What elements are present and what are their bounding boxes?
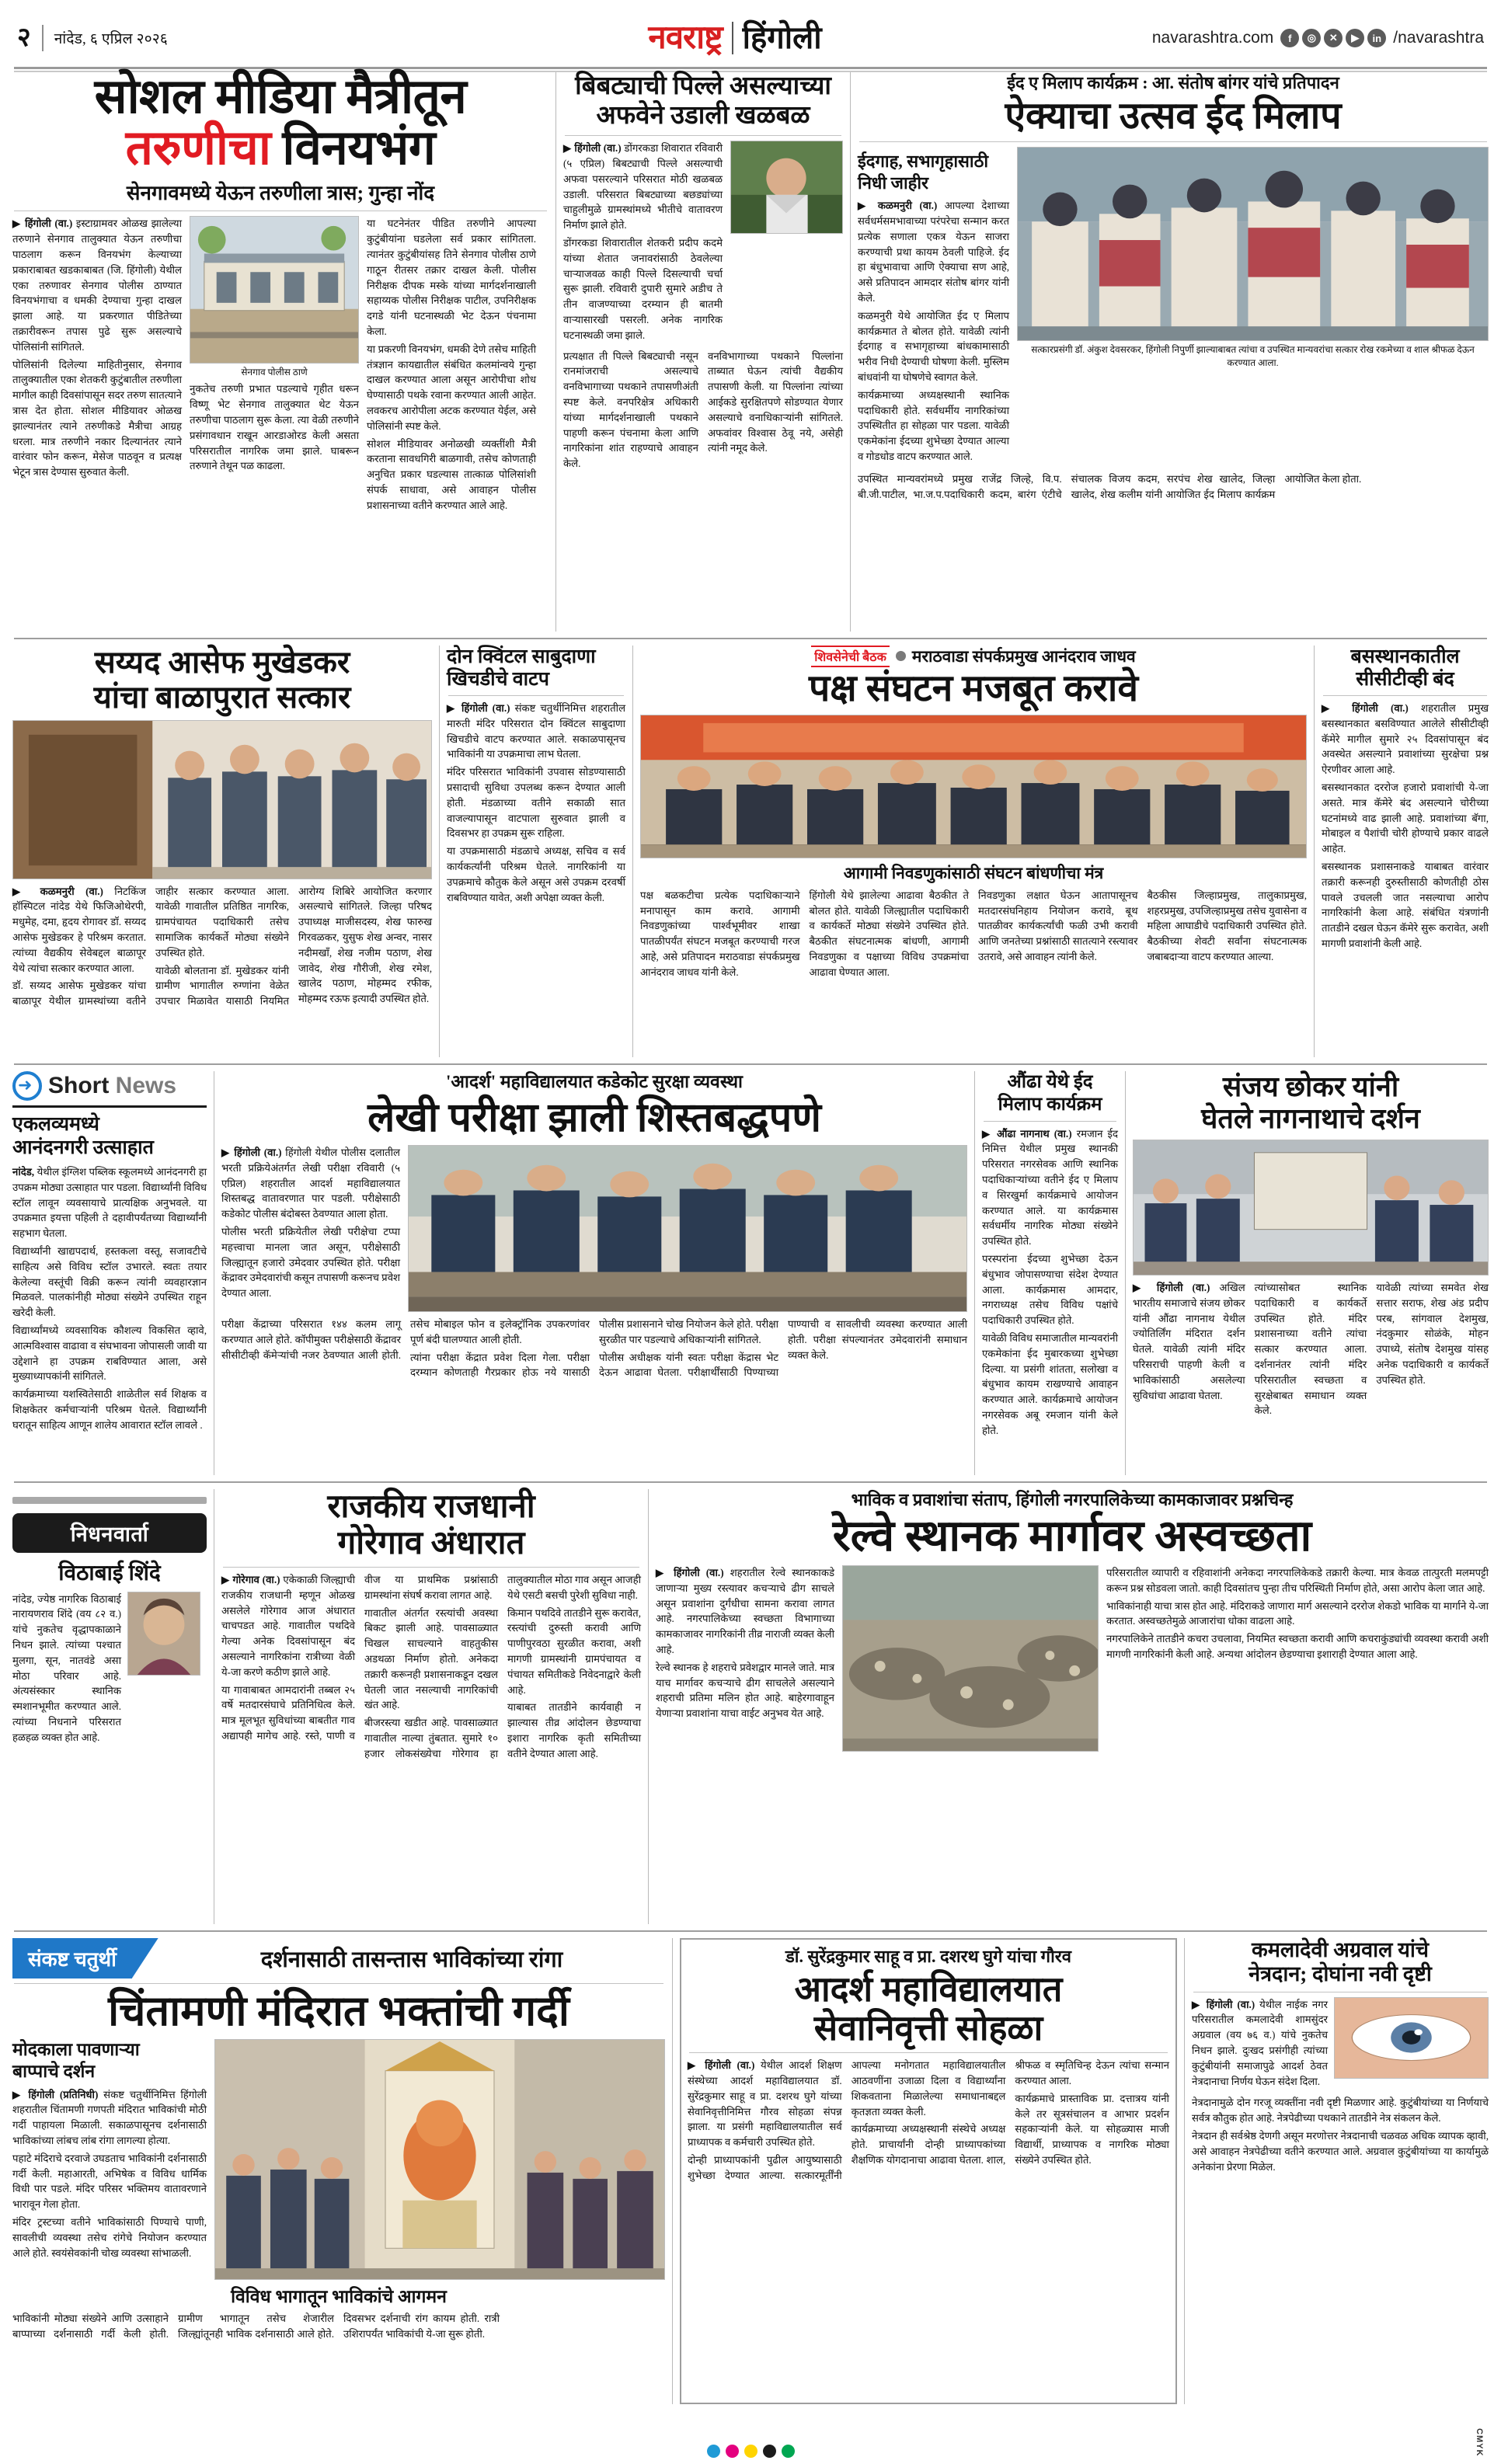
eid-kicker: ईद ए मिलाप कार्यक्रम : आ. संतोष बांगर यांचे प्रतिपादन [1007, 73, 1339, 92]
column-divider-1 [555, 72, 556, 632]
railway-dateline: हिंगोली (वा.) [674, 1567, 724, 1579]
shortnews-dateline: नांदेड, [12, 1166, 35, 1178]
page-number: २ [17, 23, 31, 52]
lead-headline-rest: विनयभंग [282, 121, 436, 175]
shortnews-body-4: कार्यक्रमाच्या यशस्वितेसाठी शाळेतील सर्व शिक्षक व शिक्षकेतर कर्मचाऱ्यांनी परिश्रम घेतले. विद्यार्थ्यांनी घरातून साहित्य आणून शालेय आवारात स्टॉल लावले . [12, 1388, 207, 1431]
netradan-col-2 [1334, 1997, 1489, 2092]
reg-dot-black [763, 2445, 776, 2458]
short-news-arrow-icon [12, 1071, 42, 1101]
leopard-col-2 [730, 141, 843, 345]
article-goregaon: राजकीय राजधानी गोरेगाव अंधारात ▶ गोरेगाव (वा.) एकेकाळी जिल्ह्याची राजकीय राजधानी म्हणून ओळख असलेले गोरेगाव आज अंधारात चाचपडत आहे. गावातील पथदिवे गेल्या अनेक दिवसांपासून बंद असल्याने नागरिकांना रात्रीच्या वेळी ये-जा करणे कठीण झाले आहे. या गावाबाबत आमदारांनी तब्बल २५ वर्षे मतदारसंघाचे प्रतिनिधित्व केले. मात्र मूलभूत सुविधांच्या बाबतीत गाव अद्यापही मागेच आहे. रस्ते, पाणी व वीज या प्राथमिक प्रश्नांसाठी ग्रामस्थांना संघर्ष करावा लागत आहे. गावातील अंतर्गत रस्त्यांची अवस्था बिकट झाली आहे. पावसाळ्यात चिखल साचल्याने वाहतुकीस अडथळा निर्माण होतो. अनेकदा तक्रारी करूनही प्रशासनाकडून दखल घेतली जात नसल्याची नागरिकांची खंत आहे. बीजरस्त्या खडीत आहे. पावसाळ्यात गावातील नाल्या तुंबतात. सुमारे १० हजार लोकसंख्येचा गोरेगाव हा तालुक्यातील मोठा गाव असून आजही येथे एसटी बसची पुरेशी सुविधा नाही. किमान पथदिवे तातडीने सुरू करावेत, रस्त्यांची दुरुस्ती करावी आणि पाणीपुरवठा सुरळीत करावा, अशी मागणी ग्रामस्थांनी ग्रामपंचायत व पंचायत समितीकडे निवेदनाद्वारे केली आहे. याबाबत तातडीने कार्यवाही न झाल्यास तीव्र आंदोलन छेडण्याचा इशारा नागरिक कृती समितीच्या वतीने देण्यात आला आहे. [221, 1489, 641, 1924]
lead-photo-caption: सेनगाव पोलीस ठाणे [241, 367, 308, 378]
leopard-body-4: वनविभागाच्या पथकाने पिल्लांना ताब्यात घेऊन त्यांची वैद्यकीय तपासणी केली. या पिल्लांना त्यांच्या आईकडे सुरक्षितपणे सोडण्यात येणार असल्याचे वनाधिकाऱ्यांनी सांगितले. अफवांवर विश्वास ठेवू नये, असेही त्यांनी नमूद केले. [708, 350, 843, 454]
column-divider-5 [1314, 646, 1315, 1057]
lead-subhead: सेनगावमध्ये येऊन तरुणीला त्रास; गुन्हा नोंद [126, 182, 435, 205]
nidhanvarta-text: नांदेड, ज्येष्ठ नागरिक विठाबाई नारायणराव शिंदे (वय ८२ व.) यांचे नुकतेच वृद्धापकाळाने निधन झाले. त्यांच्या पश्चात मुलगा, सून, नातवंडे असा मोठा परिवार आहे. अंत्यसंस्कार स्थानिक स्मशानभूमीत करण्यात आले. त्यांच्या निधनाने परिसरात हळहळ व्यक्त होत आहे. [12, 1592, 121, 1743]
shortnews-body-3: विद्यार्थ्यांमध्ये व्यवसायिक कौशल्य विकसित व्हावे, आत्मविश्वास वाढावा व संघभावना जोपासली जावी या उद्देशाने हा उपक्रम राबविण्यात आला, असे मुख्याध्यापकांनी सांगितले. [12, 1324, 207, 1383]
sanjay-body-1: अखिल भारतीय समाजाचे संजय छोकर यांनी औंढा नागनाथ येथील ज्योतिर्लिंग मंदिरात दर्शन घेतले. यावेळी त्यांनी मंदिर परिसराची पाहणी केली व भाविकांसाठी असलेल्या सुविधांचा आढावा घेतला. [1133, 1282, 1245, 1401]
lead-headline-line2 [12, 121, 549, 175]
leopard-col-1: ▶ हिंगोली (वा.) डोंगरकडा शिवारात रविवारी (५ एप्रिल) बिबट्याची पिल्ले असल्याची अफवा पसरल्याने परिसरात मोठी खळबळ उडाली. परिसरात बिबट्याच्या बछड्यांच्या चाहुलीमुळे ग्रामस्थांमध्ये भीतीचे वातावरण निर्माण झाले होते. डोंगरकडा शिवारातील शेतकरी प्रदीप कदमे यांच्या शेतात जनावरांसाठी ठेवलेल्या चाऱ्याजवळ काही पिल्ले दिसल्याची चर्चा सुरू झाली. रविवारी दुपारी सुमारे अडीच ते तीन वाजण्याच्या दरम्यान ही बातमी वाऱ्यासारखी पसरली. अनेक नागरिक घटनास्थळी जमा झाले. [563, 141, 723, 345]
lead-photo [190, 216, 359, 364]
short-news-badge [12, 1071, 207, 1104]
article-leopard [563, 72, 843, 632]
masthead-divider [42, 25, 44, 51]
cctv-headline-line1: बसस्थानकातील [1350, 646, 1460, 667]
sabudana-body-1: संकष्ट चतुर्थीनिमित्त शहरातील मारुती मंदिर परिसरात दोन क्विंटल साबुदाणा खिचडीचे वाटप करण्यात आले. सकाळपासूनच भाविकांनी या उपक्रमाचा लाभ घेतला. [447, 702, 626, 760]
exam-body-5: पोलीस अधीक्षक यांनी स्वतः परीक्षा केंद्रास भेट देऊन आढावा घेतला. परीक्षार्थींसाठी पिण्याच्या पाण्याची व सावलीची व्यवस्था करण्यात आली होती. परीक्षा संपल्यानंतर उमेदवारांनी समाधान व्यक्त केले. [599, 1317, 967, 1379]
goregaon-rule [223, 1567, 639, 1568]
shivsena-body-2: हिंगोली येथे झालेल्या आढावा बैठकीत ते बोलत होते. यावेळी जिल्ह्यातील पदाधिकारी व कार्यकर्ते मोठ्या संख्येने उपस्थित होते. बैठकीत संघटनात्मक बांधणी, आगामी निवडणुका व पक्षाच्या विविध उपक्रमांचा आढावा घेण्यात आला. [809, 889, 969, 978]
sabudana-headline-line2: खिचडीचे वाटप [447, 669, 549, 690]
chintamani-col-1: मोदकाला पावणाऱ्या बाप्पाचे दर्शन ▶ हिंगोली (प्रतिनिधी) संकष्ट चतुर्थीनिमित्त हिंगोली शहरातील चिंतामणी गणपती मंदिरात भाविकांची मोठी गर्दी पाहायला मिळाली. सकाळपासूनच दर्शनासाठी भाविकांच्या लांबच लांब रांगा लागल्या होत्या. पहाटे मंदिराचे दरवाजे उघडताच भाविकांनी दर्शनासाठी गर्दी केली. महाआरती, अभिषेक व विविध धार्मिक विधी पार पडले. मंदिर परिसर भक्तिमय वातावरणाने भारावून गेला होता. मंदिर ट्रस्टच्या वतीने भाविकांसाठी पिण्याचे पाणी, सावलीची व्यवस्था तसेच रांगेचे नियोजन करण्यात आले होते. स्वयंसेवकांनी चोख व्यवस्था सांभाळली. [12, 2039, 207, 2280]
column-divider-2 [850, 72, 851, 632]
leopard-body-1: डोंगरकडा शिवारात रविवारी (५ एप्रिल) बिबट्याची पिल्ले असल्याची अफवा पसरल्याने परिसरात मोठी खळबळ उडाली. परिसरात बिबट्याच्या बछड्यांच्या चाहुलीमुळे ग्रामस्थांमध्ये भीतीचे वातावरण निर्माण झाले होते. [563, 142, 723, 231]
railway-body-2: रेल्वे स्थानक हे शहराचे प्रवेशद्वार मानले जाते. मात्र याच मार्गावर कचऱ्याचे ढीग साचलेले असल्याने शहराची प्रतिमा मलिन होत आहे. बाहेरगावाहून येणाऱ्या प्रवाशांना याचा वाईट अनुभव येत आहे. [656, 1661, 834, 1720]
sabudana-dateline: हिंगोली (वा.) [461, 702, 510, 714]
social-handle: /navarashtra [1393, 29, 1484, 47]
goregaon-body-4: बीजरस्त्या खडीत आहे. पावसाळ्यात गावातील नाल्या तुंबतात. सुमारे १० हजार लोकसंख्येचा गोरेगाव हा तालुक्यातील मोठा गाव असून आजही येथे एसटी बसची पुरेशी सुविधा नाही. [364, 1574, 641, 1759]
saiyed-photo [12, 720, 432, 879]
short-news-label-b: News [115, 1073, 177, 1098]
adarsh-headline-line2: सेवानिवृत्ती सोहळा [813, 2008, 1043, 2048]
adarsh-rule [689, 2052, 1168, 2053]
shortnews-body-2: विद्यार्थ्यांनी खाद्यपदार्थ, हस्तकला वस्तू, सजावटीचे साहित्य असे विविध स्टॉल उभारले. स्वतः तयार केलेल्या वस्तूंची विक्री करून त्यांनी व्यवहारज्ञान मिळवले. पालकांनीही मोठ्या संख्येने उपस्थित राहून खरेदी केली. [12, 1244, 207, 1319]
masthead-left [17, 25, 351, 51]
article-sabudana [447, 646, 625, 1057]
ondha-body: ▶ औंढा नागनाथ (वा.) रमजान ईद निमित्त येथील प्रमुख स्थानकी परिसरात नगरसेवक आणि स्थानिक पदाधिकाऱ्यांच्या वतीने ईद ए मिलाप व सिरखुर्मा कार्यक्रमाचे आयोजन करण्यात आले. या कार्यक्रमास सर्वधर्मीय नागरिक मोठ्या संख्येने उपस्थित होते. परस्परांना ईदच्या शुभेच्छा देऊन बंधुभाव जोपासण्याचा संदेश देण्यात आला. कार्यक्रमास आमदार, नगराध्यक्ष तसेच विविध पक्षांचे पदाधिकारी उपस्थित होते. यावेळी विविध समाजातील मान्यवरांनी एकमेकांना ईद मुबारकच्या शुभेच्छा दिल्या. या प्रसंगी शांतता, सलोखा व बंधुभाव कायम राखण्याचे आवाहन करण्यात आले. कार्यक्रमाचे आयोजन नगरसेवक अबू रमजान यांनी केले होते. [982, 1126, 1118, 1439]
website-url[interactable]: navarashtra.com [1151, 29, 1274, 47]
eid-dateline: कळमनुरी (वा.) [877, 200, 938, 212]
saiyed-body-1: निटकिंज हॉस्पिटल नांदेड येथे फिजिओथेरपी, मधुमेह, दमा, हृदय रोगावर डॉ. सय्यद आसेफ मुखेडकर हे परिश्रम करतात. त्यांच्या वैद्यकीय सेवेबद्दल बाळापूर येथे त्यांचा सत्कार करण्यात आला. [12, 885, 146, 974]
nidhanvarta-column [12, 1489, 207, 1924]
reg-dot-cyan [707, 2445, 720, 2458]
sabudana-headline-line1: दोन क्विंटल साबुदाणा [447, 646, 596, 667]
lead-col-1: ▶ हिंगोली (वा.) इस्टाग्रामवर ओळख झालेल्या तरुणाने सेनगाव तालुक्यात येऊन तरुणीचा पाठलाग करून विनयभंग केल्याच्या प्रकाराबाबत खडकाबाबत (जि. हिंगोली) येथील एका तरुणावर सेनगाव पोलीस ठाण्यात विनयभंगाचा व धमकी देण्याचा गुन्हा दाखल झाला आहे. या प्रकरणात पीडितेच्या तक्रारीवरून तपास पुढे सुरू असल्याचे पोलिसांनी सांगितले. पोलिसांनी दिलेल्या माहितीनुसार, सेनगाव तालुक्यातील एका शेतकरी कुटुंबातील तरुणीला मागील काही दिवसांपासून सदर तरुण सातत्याने त्रास देत होता. सोशल मीडियावर ओळख झाल्यानंतर त्याने तरुणीकडे मैत्रीचा आग्रह धरला. मात्र तरुणीने नकार दिल्यानंतर त्याने वारंवार फोन करून, मेसेज पाठवून व प्रत्यक्ष भेटून त्रास देण्यास सुरुवात केली. [12, 216, 182, 515]
railway-col-3 [1106, 1565, 1489, 1752]
sabudana-body-2: मंदिर परिसरात भाविकांनी उपवास सोडण्यासाठी प्रसादाची सुविधा उपलब्ध करून देण्यात आली होती. मंडळाच्या वतीने सकाळी सात वाजल्यापासून वाटपाला सुरुवात झाली व दिवसभर हा उपक्रम सुरू राहिला. [447, 766, 625, 840]
article-sanjay: संजय छोकर यांनी घेतले नागनाथाचे दर्शन ▶ हिंगोली (वा.) अखिल भारतीय समाजाचे संजय छोकर यांनी औंढा नागनाथ येथील ज्योतिर्लिंग मंदिरात दर्शन घेतले. यावेळी त्यांनी मंदिर परिसराची पाहणी केली व भाविकांसाठी असलेल्या सुविधांचा आढावा घेतला. त्यांच्यासोबत स्थानिक पदाधिकारी व कार्यकर्ते उपस्थित होते. मंदिर प्रशासनाच्या वतीने त्यांचा सत्कार करण्यात आला. दर्शनानंतर त्यांनी मंदिर परिसरातील स्वच्छता व सुरक्षेबाबत समाधान व्यक्त केले. यावेळी त्यांच्या समवेत शेख सत्तार सराफ, शेख अंड प्रदीप परब, सांगवाल देशमुख, नंदकुमार सोळंके, मोहन उपाध्ये, संतोष देशमुख यांसह अनेक पदाधिकारी व कार्यकर्ते उपस्थित होते. [1133, 1071, 1489, 1475]
sanjay-body-2: त्यांच्यासोबत स्थानिक पदाधिकारी व कार्यकर्ते उपस्थित होते. मंदिर प्रशासनाच्या वतीने त्यांचा सत्कार करण्यात आला. दर्शनानंतर त्यांनी मंदिर परिसरातील स्वच्छता व सुरक्षेबाबत समाधान व्यक्त केले. [1254, 1282, 1367, 1417]
shortnews-headline-line2: आनंदनगरी उत्साहात [12, 1137, 154, 1158]
nidhanvarta-photo [127, 1592, 200, 1676]
reg-dot-yellow [744, 2445, 757, 2458]
exam-headline: लेखी परीक्षा झाली शिस्तबद्धपणे [367, 1095, 821, 1140]
shivsena-subhead: आगामी निवडणुकांसाठी संघटन बांधणीचा मंत्र [843, 863, 1104, 882]
ondha-headline-line1: औंढा येथे ईद [1007, 1072, 1093, 1092]
chintamani-body-3: मंदिर ट्रस्टच्या वतीने भाविकांसाठी पिण्याचे पाणी, सावलीची व्यवस्था तसेच रांगेचे नियोजन करण्यात आले होते. स्वयंसेवकांनी चोख व्यवस्था सांभाळली. [12, 2215, 207, 2259]
nidhanvarta-photo-wrap [127, 1592, 200, 1745]
sanjay-headline-line2: घेतले नागनाथाचे दर्शन [1201, 1103, 1420, 1135]
leopard-photo [730, 141, 843, 234]
brand-logo: नवराष्ट्र [648, 20, 723, 56]
adarsh-body-1: येथील आदर्श शिक्षण संस्थेच्या आदर्श महाविद्यालयात डॉ. सुरेंद्रकुमार साहू व प्रा. दशरथ घुगे यांच्या सेवानिवृत्तीनिमित्त गौरव सोहळा संपन्न झाला. या प्रसंगी महाविद्यालयातील सर्व प्राध्यापक व कर्मचारी उपस्थित होते. [688, 2059, 842, 2149]
sabudana-body: ▶ हिंगोली (वा.) संकष्ट चतुर्थीनिमित्त शहरातील मारुती मंदिर परिसरात दोन क्विंटल साबुदाणा खिचडीचे वाटप करण्यात आले. सकाळपासूनच भाविकांनी या उपक्रमाचा लाभ घेतला. मंदिर परिसरात भाविकांनी उपवास सोडण्यासाठी प्रसादाची सुविधा उपलब्ध करून देण्यात आली होती. मंडळाच्या वतीने सकाळी सात वाजल्यापासून वाटपाला सुरुवात झाली व दिवसभर हा उपक्रम सुरू राहिला. या उपक्रमासाठी मंडळाचे अध्यक्ष, सचिव व सर्व कार्यकर्त्यांनी परिश्रम घेतले. नागरिकांनी या उपक्रमाचे कौतुक केले असून असे उपक्रम दरवर्षी राबविण्यात यावेत, अशी अपेक्षा व्यक्त केली. [447, 701, 625, 905]
instagram-icon[interactable]: ◎ [1302, 29, 1321, 47]
cmyk-label: CMYK [1475, 2427, 1484, 2456]
bullet-dot-icon [896, 651, 906, 661]
netradan-headline-line2: नेत्रदान; दोघांना नवी दृष्टी [1249, 1962, 1432, 1986]
nidhanvarta-name: विठाबाई शिंदे [58, 1561, 161, 1585]
short-news-rule [12, 1105, 207, 1108]
article-eid [858, 72, 1489, 632]
leopard-rule [565, 135, 841, 136]
chintamani-subcap-body: भाविकांनी मोठ्या संख्येने आणि उत्साहाने बाप्पाच्या दर्शनासाठी गर्दी केली होती. ग्रामीण भागातून तसेच शेजारील जिल्ह्यांतूनही भाविक दर्शनासाठी आले होते. दिवसभर दर्शनाची रांग कायम होती. रात्री उशिरापर्यंत भाविकांची ये-जा सुरू होती. [12, 2312, 500, 2340]
ondha-dateline: औंढा नागनाथ (वा.) [997, 1127, 1072, 1140]
masthead [12, 14, 1489, 62]
goregaon-headline-line1: राजकीय राजधानी [327, 1489, 535, 1525]
lead-dateline: हिंगोली (वा.) [25, 218, 73, 230]
chintamani-rule [14, 1983, 663, 1984]
reg-dot-green [782, 2445, 795, 2458]
dateline-header: नांदेड, ६ एप्रिल २०२६ [54, 31, 168, 47]
masthead-right [1119, 29, 1484, 47]
netradan-headline-line1: कमलादेवी अग्रवाल यांचे [1252, 1938, 1429, 1961]
cctv-dateline: हिंगोली (वा.) [1352, 702, 1409, 714]
railway-body-1: शहरातील रेल्वे स्थानकाकडे जाणाऱ्या मुख्य रस्त्यावर कचऱ्याचे ढीग साचले असून प्रवाशांना दुर्गंधीचा सामना करावा लागत आहे. नगरपालिकेच्या स्वच्छता विभागाच्या कामकाजावर नागरिकांनी तीव्र नाराजी व्यक्त केली आहे. [656, 1567, 834, 1656]
shivsena-body-1: पक्ष बळकटीचा प्रत्येक पदाधिकाऱ्याने मनापासून काम करावे. आगामी निवडणुकांच्या पार्श्वभूमीवर शाखा पातळीपर्यंत संघटन मजबूत करण्याची गरज आहे, असे प्रतिपादन मराठवाडा संपर्कप्रमुख आनंदराव जाधव यांनी केले. [640, 889, 800, 978]
ondha-body-1: रमजान ईद निमित्त येथील प्रमुख स्थानकी परिसरात नगरसेवक आणि स्थानिक पदाधिकाऱ्यांच्या वतीने ईद ए मिलाप व सिरखुर्मा कार्यक्रमाचे आयोजन करण्यात आले. या कार्यक्रमास सर्वधर्मीय नागरिक मोठ्या संख्येने उपस्थित होते. [982, 1127, 1119, 1248]
lead-headline-line1: सोशल मीडिया मैत्रीतून [94, 71, 467, 124]
goregaon-body-1: एकेकाळी जिल्ह्याची राजकीय राजधानी म्हणून ओळख असलेले गोरेगाव आज अंधारात चाचपडत आहे. गावातील पथदिवे गेल्या अनेक दिवसांपासून बंद असल्याने नागरिकांना रात्रीच्या वेळी ये-जा करणे कठीण झाले आहे. [221, 1574, 356, 1678]
lead-headline-highlight: तरुणीचा [125, 121, 271, 175]
adarsh-headline-line1: आदर्श महाविद्यालयात [794, 1969, 1063, 2009]
shivsena-tag: शिवसेनेची बैठक [811, 646, 890, 667]
chintamani-col-2 [214, 2039, 665, 2280]
railway-kicker: भाविक व प्रवाशांचा संताप, हिंगोली नगरपालिकेच्या कामकाजावर प्रश्नचिन्ह [851, 1490, 1294, 1509]
eid-photo [1017, 147, 1489, 341]
lead-col-3 [367, 216, 536, 515]
eid-names: उपस्थित मान्यवरांमध्ये प्रमुख राजेंद्र जिल्हे, वि.प. बी.जी.पाटील, भा.ज.प.पदाधिकारी कदम, बारंग एंटीचे संचालक विजय कदम, सरपंच शेख खालेद, जिल्हा खालेद, शेख कलीम यांनी आयोजित ईद मिलाप कार्यक्रम आयोजित केला होता. [858, 472, 1362, 500]
masthead-logo-separator [732, 22, 733, 54]
railway-body-4: भाविकांनाही याचा त्रास होत आहे. मंदिराकडे जाणारा मार्ग असल्याने दररोज शेकडो भाविक या मार्गाने ये-जा करतात. अस्वच्छतेमुळे आजारांचा धोका वाढला आहे. [1106, 1599, 1489, 1627]
shortnews-body [12, 1164, 207, 1433]
x-twitter-icon[interactable]: ✕ [1324, 29, 1343, 47]
sanjay-headline-line1: संजय छोकर यांनी [1222, 1071, 1399, 1102]
article-shivsena [640, 646, 1307, 1057]
eid-col-1: ईदगाह, सभागृहासाठी निधी जाहीर ▶ कळमनुरी (वा.) आपल्या देशाच्या सर्वधर्मसमभावाच्या परंपरेचा सन्मान करत प्रत्येक सणाला एकत्र येऊन साजरा करण्याची प्रथा कायम ठेवली पाहिजे. ईद हा बंधुभावाचा आणि ऐक्याचा सण आहे, असे प्रतिपादन आमदार संतोष बांगर यांनी केले. कळमनुरी येथे आयोजित ईद ए मिलाप कार्यक्रमात ते बोलत होते. यावेळी त्यांनी ईदगाह व सभागृहाच्या बांधकामासाठी भरीव निधी देण्याची घोषणा केली. मुस्लिम बांधवांनी या घोषणेचे स्वागत केले. कार्यक्रमाच्या अध्यक्षस्थानी स्थानिक पदाधिकारी होते. सर्वधर्मीय नागरिकांच्या उपस्थितीत हा सोहळा पार पडला. यावेळी एकमेकांना ईदच्या शुभेच्छा देण्यात आल्या व गोडधोड वाटप करण्यात आले. [858, 147, 1009, 467]
netradan-dateline: हिंगोली (वा.) [1206, 1998, 1255, 2010]
chintamani-body-2: पहाटे मंदिराचे दरवाजे उघडताच भाविकांनी दर्शनासाठी गर्दी केली. महाआरती, अभिषेक व विविध धार्मिक विधी पार पडले. मंदिर परिसर भक्तिमय वातावरणाने भारावून गेला होता. [12, 2152, 207, 2211]
adarsh-body-4: कार्यक्रमाचे प्रास्ताविक प्रा. दत्तात्रय यांनी केले तर सूत्रसंचालन व आभार प्रदर्शन सहकाऱ्यांनी केले. या सोहळ्यास माजी विद्यार्थी, प्राध्यापक व नागरिक मोठ्या संख्येने उपस्थित होते. [1015, 2092, 1169, 2166]
netradan-col-1: ▶ हिंगोली (वा.) येथील नाईक नगर परिसरातील कमलादेवी शामसुंदर अग्रवाल (वय ७६ व.) यांचे नुकतेच निधन झाले. दुःखद प्रसंगीही त्यांच्या कुटुंबीयांनी समाजापुढे आदर्श ठेवत नेत्रदानाचा निर्णय घेऊन संदेश दिला. [1192, 1998, 1328, 2087]
eid-body-2: कळमनुरी येथे आयोजित ईद ए मिलाप कार्यक्रमात ते बोलत होते. यावेळी त्यांनी ईदगाह व सभागृहाच्या बांधकामासाठी भरीव निधी देण्याची घोषणा केली. मुस्लिम बांधवांनी या घोषणेचे स्वागत केले. [858, 309, 1009, 384]
lead-body-5: या प्रकरणी विनयभंग, धमकी देणे तसेच माहिती तंत्रज्ञान कायद्यातील संबंधित कलमांन्वये गुन्हा दाखल करण्यात आला असून आरोपीचा शोध घेण्यासाठी पथके रवाना करण्यात आली आहेत. लवकरच आरोपीला अटक करण्यात येईल, असे पोलिसांनी स्पष्ट केले. [367, 343, 536, 432]
eid-headline: ऐक्याचा उत्सव ईद मिलाप [1005, 95, 1342, 137]
cctv-body-1: शहरातील प्रमुख बसस्थानकात बसविण्यात आलेले सीसीटीव्ही कॅमेरे मागील सुमारे २५ दिवसांपासून बंद अवस्थेत असल्याने प्रवाशांच्या सुरक्षेचा प्रश्न ऐरणीवर आला आहे. [1322, 702, 1489, 776]
leopard-headline-line1: बिबट्याची पिल्ले असल्याच्या [575, 72, 831, 100]
goregaon-section [12, 1489, 1489, 1924]
section-rule-4 [14, 1930, 1487, 1932]
exam-col-1: ▶ हिंगोली (वा.) हिंगोली येथील पोलीस दलातील भरती प्रक्रियेअंतर्गत लेखी परीक्षा रविवारी (५ एप्रिल) शहरातील आदर्श महाविद्यालयात शिस्तबद्ध वातावरणात पार पडली. परीक्षेसाठी कडेकोट पोलीस बंदोबस्त ठेवण्यात आला होता. पोलीस भरती प्रक्रियेतील लेखी परीक्षेचा टप्पा महत्त्वाचा मानला जात असून, परीक्षेसाठी जिल्ह्यातून हजारो उमेदवार उपस्थित होते. परीक्षा केंद्रावर उमेदवारांची कसून तपासणी करूनच प्रवेश देण्यात आला. [221, 1145, 400, 1312]
shivsena-photo [640, 715, 1307, 858]
nidhanvarta-badge: निधनवार्ता [12, 1513, 207, 1553]
railway-col-photo [842, 1565, 1099, 1752]
cctv-headline-line2: सीसीटीव्ही बंद [1356, 669, 1454, 690]
column-divider-7 [974, 1071, 975, 1475]
ondha-rule [984, 1121, 1116, 1122]
eid-photo-caption: सत्कारप्रसंगी डॉ. अंकुश देवसरकर, हिंगोली निपुर्णी झाल्याबाबत त्यांचा व उपस्थित मान्यवरांचा सत्कार रोख रकमेच्या व शाल श्रीफळ देऊन करण्यात आला. [1031, 344, 1475, 369]
column-divider-3 [439, 646, 440, 1057]
short-news-column [12, 1071, 207, 1475]
chintamani-subcap-title: विविध भागातून भाविकांचे आगमन [231, 2287, 447, 2307]
article-railway [656, 1489, 1489, 1924]
adarsh-body-2: दोन्ही प्राध्यापकांनी पुढील आयुष्यासाठी शुभेच्छा देण्यात आल्या. सत्कारमूर्तींनी आपल्या मनोगतात महाविद्यालयातील आठवणींना उजाळा दिला व विद्यार्थ्यांना शिकवताना मिळालेल्या समाधानाबद्दल कृतज्ञता व्यक्त केली. [688, 2059, 1006, 2181]
chintamani-subcaption-block [12, 2286, 665, 2341]
cctv-body: ▶ हिंगोली (वा.) शहरातील प्रमुख बसस्थानकात बसविण्यात आलेले सीसीटीव्ही कॅमेरे मागील सुमारे २५ दिवसांपासून बंद अवस्थेत असल्याने प्रवाशांच्या सुरक्षेचा प्रश्न ऐरणीवर आला आहे. बसस्थानकात दररोज हजारो प्रवाशांची ये-जा असते. मात्र कॅमेरे बंद असल्याने चोरीच्या घटनांमध्ये वाढ झाली आहे. प्रवाशांच्या बॅगा, मोबाइल व पैशांची चोरी होण्याचे प्रकार वाढले आहेत. बसस्थानक प्रशासनाकडे याबाबत वारंवार तक्रारी करूनही दुरुस्तीसाठी कोणतीही ठोस पावले उचलली जात नसल्याचा आरोप नागरिकांनी केला आहे. संबंधित यंत्रणांनी तातडीने दखल घेऊन कॅमेरे सुरू करावेत, अशी मागणी प्रवाशांनी केली आहे. [1322, 701, 1489, 952]
lead-body-6: सोशल मीडियावर अनोळखी व्यक्तींशी मैत्री करताना सावधगिरी बाळगावी, तसेच कोणताही अनुचित प्रकार घडल्यास तात्काळ पोलिसांशी संपर्क साधावा, असे आवाहन पोलीस प्रशासनाच्या वतीने करण्यात आले आहे. [367, 437, 536, 511]
nidhanvarta-separator-bar [12, 1497, 207, 1504]
column-divider-12 [1184, 1938, 1185, 2404]
exam-body-1: हिंगोली येथील पोलीस दलातील भरती प्रक्रियेअंतर्गत लेखी परीक्षा रविवारी (५ एप्रिल) शहरातील आदर्श महाविद्यालयात शिस्तबद्ध वातावरणात पार पडली. परीक्षेसाठी कडेकोट पोलीस बंदोबस्त ठेवण्यात आला होता. [221, 1146, 400, 1220]
sanjay-photo [1133, 1140, 1489, 1276]
saiyed-headline-line1: सय्यद आसेफ मुखेडकर [94, 645, 350, 680]
goregaon-body-3: गावातील अंतर्गत रस्त्यांची अवस्था बिकट झाली आहे. पावसाळ्यात चिखल साचल्याने वाहतुकीस अडथळा निर्माण होतो. अनेकदा तक्रारी करूनही प्रशासनाकडून दखल घेतली जात नसल्याची नागरिकांची खंत आहे. [364, 1606, 498, 1711]
sabudana-body-3: या उपक्रमासाठी मंडळाचे अध्यक्ष, सचिव व सर्व कार्यकर्त्यांनी परिश्रम घेतले. नागरिकांनी या उपक्रमाचे कौतुक केले असून असे उपक्रम दरवर्षी राबविण्यात यावेत, अशी अपेक्षा व्यक्त केली. [447, 845, 625, 903]
ondha-body-3: यावेळी विविध समाजातील मान्यवरांनी एकमेकांना ईद मुबारकच्या शुभेच्छा दिल्या. या प्रसंगी शांतता, सलोखा व बंधुभाव कायम राखण्याचे आवाहन करण्यात आले. कार्यक्रमाचे आयोजन नगरसेवक अबू रमजान यांनी केले होते. [982, 1331, 1118, 1436]
section-rule-3 [14, 1481, 1487, 1483]
leopard-dateline: हिंगोली (वा.) [574, 142, 622, 155]
top-section [12, 72, 1489, 632]
leopard-headline-line2: अफवेने उडाली खळबळ [596, 101, 810, 130]
chintamani-body-1: संकष्ट चतुर्थीनिमित्त हिंगोली शहरातील चिंतामणी गणपती मंदिरात भाविकांची मोठी गर्दी पाहायला मिळाली. सकाळपासूनच दर्शनासाठी भाविकांच्या लांबच लांब रांगा लागल्या होत्या. [12, 2088, 207, 2146]
eid-rule [859, 141, 1487, 142]
article-adarsh: डॉ. सुरेंद्रकुमार साहू व प्रा. दशरथ घुगे यांचा गौरव आदर्श महाविद्यालयात सेवानिवृत्ती सोहळा ▶ हिंगोली (वा.) येथील आदर्श शिक्षण संस्थेच्या आदर्श महाविद्यालयात डॉ. सुरेंद्रकुमार साहू व प्रा. दशरथ घुगे यांच्या सेवानिवृत्तीनिमित्त गौरव सोहळा संपन्न झाला. या प्रसंगी महाविद्यालयातील सर्व प्राध्यापक व कर्मचारी उपस्थित होते. दोन्ही प्राध्यापकांनी पुढील आयुष्यासाठी शुभेच्छा देण्यात आल्या. सत्कारमूर्तींनी आपल्या मनोगतात महाविद्यालयातील आठवणींना उजाळा दिला व विद्यार्थ्यांना शिकवताना मिळालेल्या समाधानाबद्दल कृतज्ञता व्यक्त केली. कार्यक्रमाच्या अध्यक्षस्थानी संस्थेचे अध्यक्ष होते. प्राचार्यांनी दोन्ही प्राध्यापकांच्या शैक्षणिक योगदानाचा आढावा घेतला. शाल, श्रीफळ व स्मृतिचिन्ह देऊन त्यांचा सन्मान करण्यात आला. कार्यक्रमाचे प्रास्ताविक प्रा. दत्तात्रय यांनी केले तर सूत्रसंचालन व आभार प्रदर्शन सहकाऱ्यांनी केले. या सोहळ्यास माजी विद्यार्थी, प्राध्यापक व नागरिक मोठ्या संख्येने उपस्थित होते. [680, 1938, 1177, 2404]
netradan-eye-photo [1334, 1997, 1489, 2079]
adarsh-body-3: कार्यक्रमाच्या अध्यक्षस्थानी संस्थेचे अध्यक्ष होते. प्राचार्यांनी दोन्ही प्राध्यापकांच्या शैक्षणिक योगदानाचा आढावा घेतला. शाल, श्रीफळ व स्मृतिचिन्ह देऊन त्यांचा सन्मान करण्यात आला. [851, 2059, 1169, 2166]
eid-body-3: कार्यक्रमाच्या अध्यक्षस्थानी स्थानिक पदाधिकारी होते. सर्वधर्मीय नागरिकांच्या उपस्थितीत हा सोहळा पार पडला. यावेळी एकमेकांना ईदच्या शुभेच्छा देण्यात आल्या व गोडधोड वाटप करण्यात आले. [858, 388, 1009, 463]
sanjay-dateline: हिंगोली (वा.) [1156, 1282, 1210, 1294]
leopard-body-3: प्रत्यक्षात ती पिल्ले बिबट्याची नसून रानमांजराची असल्याचे वनविभागाच्या पथकाने तपासणीअंती स्पष्ट केले. वनपरिक्षेत्र अधिकारी यांच्या मार्गदर्शनाखाली पथकाने पाहणी करून पंचनामा केला आणि नागरिकांना शांत राहण्याचे आवाहन केले. [563, 350, 698, 470]
sanjay-body-3: यावेळी त्यांच्या समवेत शेख सत्तार सराफ, शेख अंड प्रदीप परब, सांगवाल देशमुख, नंदकुमार सोळंके, मोहन उपाध्ये, संतोष देशमुख यांसह अनेक पदाधिकारी व कार्यकर्ते उपस्थित होते. [1376, 1282, 1489, 1386]
column-divider-11 [672, 1938, 673, 2404]
adarsh-dateline: हिंगोली (वा.) [705, 2059, 755, 2072]
footer-registration-marks [0, 2445, 1501, 2458]
exam-body-2: पोलीस भरती प्रक्रियेतील लेखी परीक्षेचा टप्पा महत्त्वाचा मानला जात असून, परीक्षेसाठी जिल्ह्यातून हजारो उमेदवार उपस्थित होते. परीक्षा केंद्रावर उमेदवारांची कसून तपासणी करूनच प्रवेश देण्यात आला. [221, 1225, 400, 1300]
exam-col-photo [408, 1145, 967, 1312]
netradan-body-3: नेत्रदान ही सर्वश्रेष्ठ देणगी असून मरणोत्तर नेत्रदानाची चळवळ अधिक व्यापक व्हावी, असे आवाहन नेत्रपेढीच्या वतीने करण्यात आले. अग्रवाल कुटुंबीयांच्या या कार्यामुळे अनेकांना प्रेरणा मिळेल. [1192, 2130, 1489, 2173]
reg-dot-magenta [726, 2445, 739, 2458]
shivsena-body-3: निवडणुका लक्षात घेऊन आतापासूनच मतदारसंघनिहाय नियोजन करावे, बूथ पातळीवर कार्यकर्त्यांची फळी उभी करावी आणि जनतेच्या प्रश्नांसाठी सातत्याने रस्त्यावर उतरावे, असे आवाहन त्यांनी केले. [978, 889, 1138, 962]
railway-body-3: परिसरातील व्यापारी व रहिवाशांनी अनेकदा नगरपालिकेकडे तक्रारी केल्या. मात्र केवळ तात्पुरती मलमपट्टी करून प्रश्न सोडवला जातो. काही दिवसांतच पुन्हा तीच परिस्थिती निर्माण होते, असा आरोप केला जात आहे. [1106, 1567, 1489, 1594]
color-registration-dots [707, 2445, 795, 2458]
ondha-headline-line2: मिलाप कार्यक्रम [998, 1094, 1102, 1115]
article-exam [221, 1071, 967, 1475]
adarsh-kicker: डॉ. सुरेंद्रकुमार साहू व प्रा. दशरथ घुगे यांचा गौरव [785, 1947, 1071, 1966]
section-rule-1 [14, 638, 1487, 639]
chintamani-subhead-2: बाप्पाचे दर्शन [12, 2061, 96, 2081]
exam-body-3: परीक्षा केंद्राच्या परिसरात १४४ कलम लागू करण्यात आले होते. कॉपीमुक्त परीक्षेसाठी केंद्रावर सीसीटीव्ही कॅमेऱ्यांची नजर ठेवण्यात आली होती. तसेच मोबाइल फोन व इलेक्ट्रॉनिक उपकरणांवर पूर्ण बंदी घालण्यात आली होती. [221, 1317, 590, 1361]
leopard-body-2: डोंगरकडा शिवारातील शेतकरी प्रदीप कदमे यांच्या शेतात जनावरांसाठी ठेवलेल्या चाऱ्याजवळ काही पिल्ले दिसल्याची चर्चा सुरू झाली. रविवारी दुपारी सुमारे अडीच ते तीन वाजण्याच्या दरम्यान ही बातमी वाऱ्यासारखी पसरली. अनेक नागरिक घटनास्थळी जमा झाले. [563, 237, 723, 341]
eid-body-1: आपल्या देशाच्या सर्वधर्मसमभावाच्या परंपरेचा सन्मान करत प्रत्येक सणाला एकत्र येऊन साजरा करण्याची प्रथा कायम ठेवली पाहिजे. ईद हा बंधुभावाचा आणि ऐक्याचा सण आहे, असे प्रतिपादन आमदार संतोष बांगर यांनी केले. [858, 200, 1009, 305]
lead-body-4: या घटनेनंतर पीडित तरुणीने आपल्या कुटुंबीयांना घडलेला सर्व प्रकार सांगितला. त्यानंतर कुटुंबीयांसह तिने सेनगाव पोलीस ठाणे गाठून रीतसर तक्रार दाखल केली. पोलीस निरीक्षक दीपक मस्के यांच्या मार्गदर्शनाखाली सहाय्यक पोलीस निरीक्षक पाटील, उपनिरीक्षक दगडे यांनी घटनास्थळी भेट देऊन पंचनामा केला. [367, 218, 536, 338]
shivsena-headline: पक्ष संघटन मजबूत करावे [808, 668, 1139, 709]
shortnews-section [12, 1071, 1489, 1475]
shortnews-headline-line1: एकलव्यमध्ये [12, 1114, 99, 1135]
chintamani-badge-row [12, 1938, 665, 1979]
middle-section [12, 646, 1489, 1057]
social-icons [1280, 29, 1386, 47]
saiyed-headline-line2: यांचा बाळापुरात सत्कार [93, 679, 351, 715]
exam-body-4: त्यांना परीक्षा केंद्रात प्रवेश दिला गेला. परीक्षा दरम्यान कोणताही गैरप्रकार होऊ नये यासाठी पोलीस प्रशासनाने चोख नियोजन केले होते. परीक्षा सुरळीत पार पडल्याचे अधिकाऱ्यांनी सांगितले. [410, 1317, 778, 1379]
goregaon-body-5: किमान पथदिवे तातडीने सुरू करावेत, रस्त्यांची दुरुस्ती करावी आणि पाणीपुरवठा सुरळीत करावा, अशी मागणी ग्रामस्थांनी ग्रामपंचायत व पंचायत समितीकडे निवेदनाद्वारे केली आहे. [507, 1606, 641, 1696]
lead-body-3: नुकतेच तरुणी प्रभात पडल्याचे गृहीत धरून विष्णू भेट सेनगाव तालुक्यात थेट येऊन तरुणीचा पाठलाग सुरू केला. त्या वेळी तरुणीने प्रसंगावधान राखून आरडाओरड केली असता परिसरातील नागरिक जमा झाले. घाबरून तरुणाने तेथून पळ काढला. [190, 383, 359, 472]
saiyed-body-3: यावेळी बोलताना डॉ. मुखेडकर यांनी ग्रामीण भागातील रुग्णांना वेळेत उपचार मिळावेत यासाठी नियमित आरोग्य शिबिरे आयोजित करणार असल्याचे सांगितले. जिल्हा परिषद उपाध्यक्ष माजीसदस्य, शेख फारुख गिरवळकर, युसुफ शेख अन्वर, नासर नदीमखाँ, शेख नजीम पठाण, शेख जावेद, शेख गौरीजी, शेख रमेश, खालेद पठाण, मोहम्मद रफीक, मोहम्मद रऊफ इत्यादी उपस्थित होते. [155, 885, 432, 1008]
section-rule-2 [14, 1063, 1487, 1065]
badge-tail-shape [132, 1938, 158, 1979]
youtube-icon[interactable]: ▶ [1346, 29, 1364, 47]
shortnews-body-1: येथील इंग्लिश पब्लिक स्कूलमध्ये आनंदनगरी हा उपक्रम मोठ्या उत्साहात पार पडला. विद्यार्थ्यांनी विविध स्टॉल लावून व्यवसायाचे प्रात्यक्षिक अनुभवले. या उपक्रमात इयत्ता पहिली ते दहावीपर्यंतच्या विद्यार्थ्यांनी सहभाग घेतला. [12, 1166, 207, 1240]
chintamani-photo [214, 2039, 665, 2280]
lead-body-1: इस्टाग्रामवर ओळख झालेल्या तरुणाने सेनगाव तालुक्यात येऊन तरुणीचा पाठलाग करून विनयभंग केल्याच्या प्रकाराबाबत खडकाबाबत (जि. हिंगोली) येथील एका तरुणावर सेनगाव पोलीस ठाण्यात विनयभंगाचा व धमकी देण्याचा गुन्हा दाखल झाला आहे. या प्रकरणात पीडितेच्या तक्रारीवरून तपास पुढे सुरू असल्याचे पोलिसांनी सांगितले. [12, 218, 182, 353]
cctv-rule [1323, 695, 1487, 696]
ondha-body-2: परस्परांना ईदच्या शुभेच्छा देऊन बंधुभाव जोपासण्याचा संदेश देण्यात आला. कार्यक्रमास आमदार, नगराध्यक्ष तसेच विविध पक्षांचे पदाधिकारी उपस्थित होते. [982, 1252, 1118, 1327]
eid-col-2 [1017, 147, 1489, 467]
railway-photo [842, 1565, 1099, 1752]
chintamani-badge-title: दर्शनासाठी तासन्तास भाविकांच्या रांगा [260, 1947, 563, 1972]
article-chintamani [12, 1938, 665, 2404]
column-divider-10 [648, 1489, 649, 1924]
chintamani-subhead-1: मोदकाला पावणाऱ्या [12, 2040, 140, 2060]
railway-body-5: नगरपालिकेने तातडीने कचरा उचलावा, नियमित स्वच्छता करावी आणि कचराकुंड्यांची व्यवस्था करावी अशी मागणी नागरिकांनी केली आहे. अन्यथा आंदोलन छेडण्याचा इशाराही देण्यात आला आहे. [1106, 1633, 1489, 1661]
cctv-body-2: बसस्थानकात दररोज हजारो प्रवाशांची ये-जा असते. मात्र कॅमेरे बंद असल्याने चोरीच्या घटनांमध्ये वाढ झाली आहे. प्रवाशांच्या बॅगा, मोबाइल व पैशांची चोरी होण्याचे प्रकार वाढले आहेत. [1322, 781, 1489, 855]
article-cctv [1322, 646, 1489, 1057]
goregaon-headline-line2: गोरेगाव अंधारात [337, 1526, 525, 1562]
goregaon-body-2: या गावाबाबत आमदारांनी तब्बल २५ वर्षे मतदारसंघाचे प्रतिनिधित्व केले. मात्र मूलभूत सुविधांच्या बाबतीत गाव अद्यापही मागेच आहे. रस्ते, पाणी व वीज या प्राथमिक प्रश्नांसाठी ग्रामस्थांना संघर्ष करावा लागत आहे. [221, 1574, 498, 1742]
lead-col-2 [190, 216, 359, 515]
column-divider-8 [1125, 1071, 1126, 1475]
exam-kicker: 'आदर्श' महाविद्यालयात कडेकोट सुरक्षा व्यवस्था [446, 1072, 743, 1091]
shivsena-kicker: मराठवाडा संपर्कप्रमुख आनंदराव जाधव [911, 646, 1136, 666]
lead-body-2: पोलिसांनी दिलेल्या माहितीनुसार, सेनगाव तालुक्यातील एका शेतकरी कुटुंबातील तरुणीला मागील काही दिवसांपासून सदर तरुण सातत्याने त्रास देत होता. सोशल मीडियावर ओळख झाल्यानंतर त्याने तरुणीकडे मैत्रीचा आग्रह धरला. मात्र तरुणीने नकार दिल्यानंतर त्याने वारंवार फोन करून, मेसेज पाठवून व प्रत्यक्ष भेटून त्रास देण्यास सुरुवात केली. [12, 358, 182, 479]
saiyed-body-2: डॉ. सय्यद आसेफ मुखेडकर यांचा बाळापूर येथील ग्रामस्थांच्या वतीने जाहीर सत्कार करण्यात आला. यावेळी गावातील प्रतिष्ठित नागरिक, ग्रामपंचायत पदाधिकारी तसेच सामाजिक कार्यकर्ते मोठ्या संख्येने उपस्थित होते. [12, 885, 289, 1008]
article-lead [12, 72, 549, 632]
exam-dateline: हिंगोली (वा.) [234, 1146, 282, 1158]
shivsena-body-4: बैठकीस जिल्हाप्रमुख, तालुकाप्रमुख, शहरप्रमुख, उपजिल्हाप्रमुख तसेच युवासेना व महिला आघाडीचे पदाधिकारी उपस्थित होते. बैठकीच्या शेवटी सर्वांना संघटनात्मक जबाबदाऱ्या वाटप करण्यात आल्या. [1147, 889, 1307, 962]
sabudana-rule [448, 695, 624, 696]
chintamani-headline: चिंतामणी मंदिरात भक्तांची गर्दी [108, 1988, 569, 2034]
saiyed-dateline: कळमनुरी (वा.) [40, 885, 103, 897]
railway-headline: रेल्वे स्थानक मार्गावर अस्वच्छता [832, 1512, 1312, 1561]
linkedin-icon[interactable]: in [1367, 29, 1386, 47]
exam-photo [408, 1145, 967, 1312]
column-divider-4 [632, 646, 633, 1057]
netradan-body-2: नेत्रदानामुळे दोन गरजू व्यक्तींना नवी दृष्टी मिळणार आहे. कुटुंबीयांच्या या निर्णयाचे सर्वत्र कौतुक होत आहे. नेत्रपेढीच्या पथकाने तातडीने नेत्र संकलन केले. [1192, 2097, 1489, 2125]
eid-subhead: ईदगाह, सभागृहासाठी निधी जाहीर [858, 151, 989, 193]
sankasht-chaturthi-badge: संकष्ट चतुर्थी [12, 1938, 132, 1979]
article-ondha [982, 1071, 1118, 1475]
short-news-label-a: Short [48, 1073, 110, 1098]
short-news-label [48, 1073, 176, 1099]
article-netradan [1192, 1938, 1489, 2404]
cctv-body-3: बसस्थानक प्रशासनाकडे याबाबत वारंवार तक्रारी करूनही दुरुस्तीसाठी कोणतीही ठोस पावले उचलली जात नसल्याचा आरोप नागरिकांनी केला आहे. संबंधित यंत्रणांनी तातडीने दखल घेऊन कॅमेरे सुरू करावेत, अशी मागणी प्रवाशांनी केली आहे. [1322, 860, 1489, 949]
goregaon-body-6: याबाबत तातडीने कार्यवाही न झाल्यास तीव्र आंदोलन छेडण्याचा इशारा नागरिक कृती समितीच्या वतीने देण्यात आला आहे. [507, 1701, 641, 1759]
chintamani-dateline: हिंगोली (प्रतिनिधी) [28, 2088, 99, 2100]
bottom-section [12, 1938, 1489, 2404]
masthead-center [351, 22, 1119, 54]
railway-col-1: ▶ हिंगोली (वा.) शहरातील रेल्वे स्थानकाकडे जाणाऱ्या मुख्य रस्त्यावर कचऱ्याचे ढीग साचले असून प्रवाशांना दुर्गंधीचा सामना करावा लागत आहे. नगरपालिकेच्या स्वच्छता विभागाच्या कामकाजावर नागरिकांनी तीव्र नाराजी व्यक्त केली आहे. रेल्वे स्थानक हे शहराचे प्रवेशद्वार मानले जाते. मात्र याच मार्गावर कचऱ्याचे ढीग साचलेले असल्याने शहराची प्रतिमा मलिन होत आहे. बाहेरगावाहून येणाऱ्या प्रवाशांना याचा वाईट अनुभव येत आहे. [656, 1565, 834, 1752]
article-saiyed: सय्यद आसेफ मुखेडकर यांचा बाळापुरात सत्कार ▶ कळमनुरी (वा.) निटकिंज हॉस्पिटल नांदेड येथे फिजिओथेरपी, मधुमेह, दमा, हृदय रोगावर डॉ. सय्यद आसेफ मुखेडकर हे परिश्रम करतात. त्यांच्या वैद्यकीय सेवेबद्दल बाळापूर येथे त्यांचा सत्कार करण्यात आला. डॉ. सय्यद आसेफ मुखेडकर यांचा बाळापूर येथील ग्रामस्थांच्या वतीने जाहीर सत्कार करण्यात आला. यावेळी गावातील प्रतिष्ठित नागरिक, ग्रामपंचायत पदाधिकारी तसेच सामाजिक कार्यकर्ते मोठ्या संख्येने उपस्थित होते. यावेळी बोलताना डॉ. मुखेडकर यांनी ग्रामीण भागातील रुग्णांना वेळेत उपचार मिळावेत यासाठी नियमित आरोग्य शिबिरे आयोजित करणार असल्याचे सांगितले. जिल्हा परिषद उपाध्यक्ष माजीसदस्य, शेख फारुख गिरवळकर, युसुफ शेख अन्वर, नासर नदीमखाँ, शेख नजीम पठाण, शेख जावेद, शेख गौरीजी, शेख रमेश, खालेद पठाण, मोहम्मद रफीक, मोहम्मद रऊफ इत्यादी उपस्थित होते. [12, 646, 432, 1057]
edition-name: हिंगोली [742, 20, 822, 55]
facebook-icon[interactable]: f [1280, 29, 1299, 47]
netradan-body-1: येथील नाईक नगर परिसरातील कमलादेवी शामसुंदर अग्रवाल (वय ७६ व.) यांचे नुकतेच निधन झाले. दुःखद प्रसंगीही त्यांच्या कुटुंबीयांनी समाजापुढे आदर्श ठेवत नेत्रदानाचा निर्णय घेऊन संदेश दिला. [1192, 1998, 1328, 2087]
goregaon-dateline: गोरेगाव (वा.) [232, 1574, 280, 1586]
